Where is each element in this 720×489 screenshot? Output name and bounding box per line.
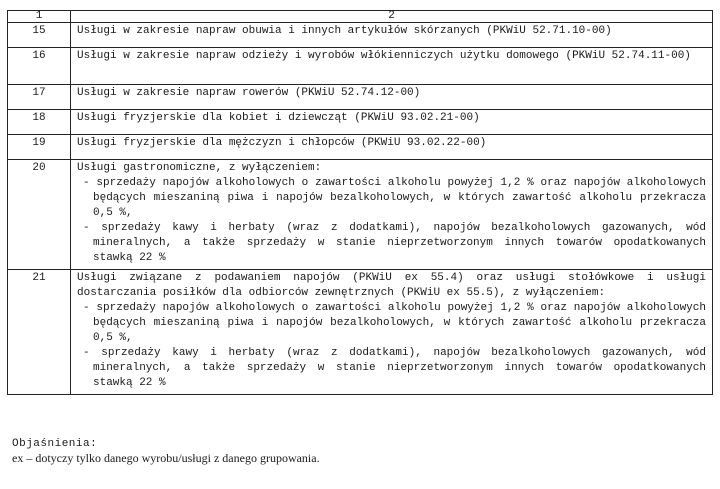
services-table [7, 10, 713, 395]
row-number: 16 [8, 48, 71, 85]
exclusion-item: - sprzedaży kawy i herbaty (wraz z dodatkami), napojów bezalkoholowych gazowanych, wód mineralnych, a także sprzedaży w stanie nieprzetworzonym innych towarów opodatkowanych stawką 22 % [83, 347, 706, 389]
notes-title: Objaśnienia: [12, 438, 98, 450]
table-row [8, 270, 713, 395]
row-number: 18 [8, 110, 71, 135]
row-number: 17 [8, 85, 71, 110]
row-description [71, 270, 713, 395]
row-description: Usługi w zakresie napraw obuwia i innych artykułów skórzanych (PKWiU 52.71.10-00) [71, 23, 713, 48]
row-description: Usługi w zakresie napraw rowerów (PKWiU 52.74.12-00) [71, 85, 713, 110]
row-number: 15 [8, 23, 71, 48]
table-row [8, 85, 713, 110]
row-number: 21 [8, 270, 71, 395]
exclusion-item: - sprzedaży kawy i herbaty (wraz z dodatkami), napojów bezalkoholowych gazowanych, wód mineralnych, a także sprzedaży w stanie nieprzetworzonym innych towarów opodatkowanych stawką 22 % [83, 222, 706, 264]
notes-section [12, 438, 320, 466]
exclusion-item: - sprzedaży napojów alkoholowych o zawartości alkoholu powyżej 1,2 % oraz napojów alkoholowych będących mieszaniną piwa i napojów bezalkoholowych, w których zawartość alkoholu przekracza 0,5 %, [83, 177, 706, 219]
row-description [71, 160, 713, 270]
table-row [8, 110, 713, 135]
row-intro: Usługi związane z podawaniem napojów (PKWiU ex 55.4) oraz usługi stołówkowe i usługi dostarczania posiłków dla odbiorców zewnętrznych (PKWiU ex 55.5), z wyłączeniem: [77, 272, 706, 299]
notes-ex-definition: ex – dotyczy tylko danego wyrobu/usługi z danego grupowania. [12, 451, 320, 465]
table-row [8, 48, 713, 85]
row-description: Usługi fryzjerskie dla kobiet i dziewcząt (PKWiU 93.02.21-00) [71, 110, 713, 135]
row-number: 19 [8, 135, 71, 160]
row-description: Usługi fryzjerskie dla mężczyzn i chłopców (PKWiU 93.02.22-00) [71, 135, 713, 160]
table-row [8, 135, 713, 160]
row-intro: Usługi gastronomiczne, z wyłączeniem: [77, 162, 322, 174]
header-col-2: 2 [71, 11, 713, 23]
table-row [8, 160, 713, 270]
row-description: Usługi w zakresie napraw odzieży i wyrobów włókienniczych użytku domowego (PKWiU 52.74.11-00) [71, 48, 713, 85]
table-header-row [8, 11, 713, 23]
exclusion-item: - sprzedaży napojów alkoholowych o zawartości alkoholu powyżej 1,2 % oraz napojów alkoholowych będących mieszaniną piwa i napojów bezalkoholowych, w których zawartość alkoholu przekracza 0,5 %, [83, 302, 706, 344]
table-row [8, 23, 713, 48]
header-col-1: 1 [8, 11, 71, 23]
row-number: 20 [8, 160, 71, 270]
